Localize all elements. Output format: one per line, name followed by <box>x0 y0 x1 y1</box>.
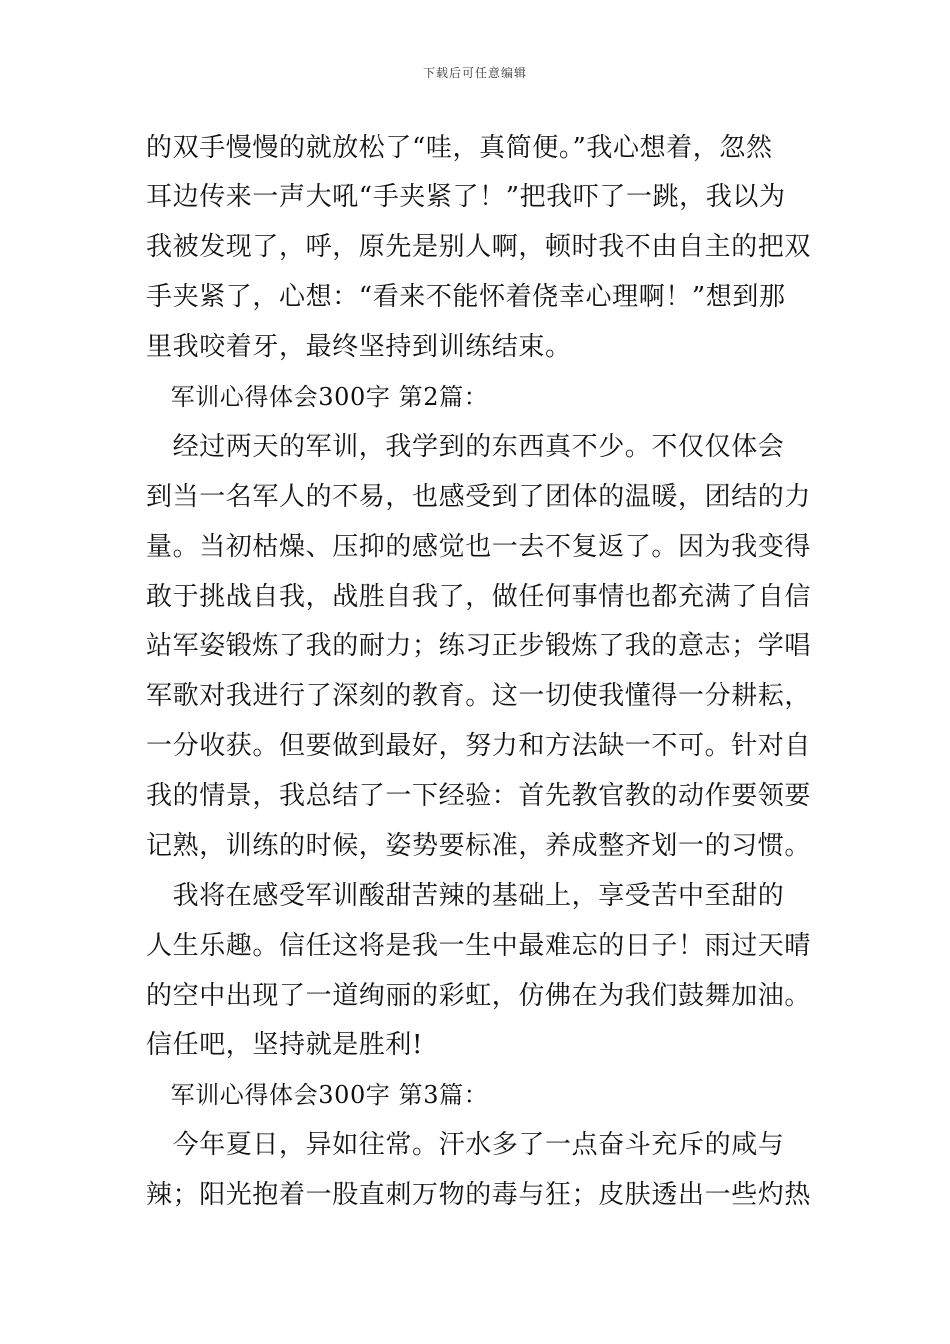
text-line: 我将在感受军训酸甜苦辣的基础上，享受苦中至甜的 <box>146 881 785 911</box>
text-line: 我被发现了，呼，原先是别人啊，顿时我不由自主的把双 <box>146 232 812 262</box>
text-line: 耳边传来一声大吼“手夹紧了！”把我吓了一跳，我以为 <box>146 182 786 212</box>
text-line: 我的情景，我总结了一下经验：首先教官教的动作要领要 <box>146 781 812 811</box>
text-line: 手夹紧了，心想：“看来不能怀着侥幸心理啊！”想到那 <box>146 282 786 312</box>
page-header: 下载后可任意编辑 <box>422 66 527 80</box>
text-line: 人生乐趣。信任这将是我一生中最难忘的日子！雨过天晴 <box>146 931 812 961</box>
text-line: 量。当初枯燥、压抑的感觉也一去不复返了。因为我变得 <box>146 532 812 562</box>
text-line: 今年夏日，异如往常。汗水多了一点奋斗充斥的咸与 <box>146 1130 785 1160</box>
section-heading-2: 军训心得体会300字 第2篇： <box>146 383 489 411</box>
text-line: 辣；阳光抱着一股直刺万物的毒与狂；皮肤透出一些灼热 <box>146 1180 812 1210</box>
text-line: 里我咬着牙，最终坚持到训练结束。 <box>146 332 572 362</box>
text-line: 的空中出现了一道绚丽的彩虹，仿佛在为我们鼓舞加油。 <box>146 981 812 1011</box>
text-line: 信任吧，坚持就是胜利! <box>146 1030 424 1060</box>
text-line: 敢于挑战自我，战胜自我了，做任何事情也都充满了自信 <box>146 582 812 612</box>
text-line: 军歌对我进行了深刻的教育。这一切使我懂得一分耕耘， <box>146 681 812 711</box>
text-line: 的双手慢慢的就放松了“哇，真简便。”我心想着，忽然 <box>146 133 773 163</box>
text-line: 站军姿锻炼了我的耐力；练习正步锻炼了我的意志；学唱 <box>146 631 812 661</box>
text-line: 到当一名军人的不易，也感受到了团体的温暖，团结的力 <box>146 482 812 512</box>
text-line: 经过两天的军训，我学到的东西真不少。不仅仅体会 <box>146 432 785 462</box>
section-heading-3: 军训心得体会300字 第3篇： <box>146 1081 489 1109</box>
text-line: 一分收获。但要做到最好，努力和方法缺一不可。针对自 <box>146 731 812 761</box>
text-line: 记熟，训练的时候，姿势要标准，养成整齐划一的习惯。 <box>146 831 812 861</box>
